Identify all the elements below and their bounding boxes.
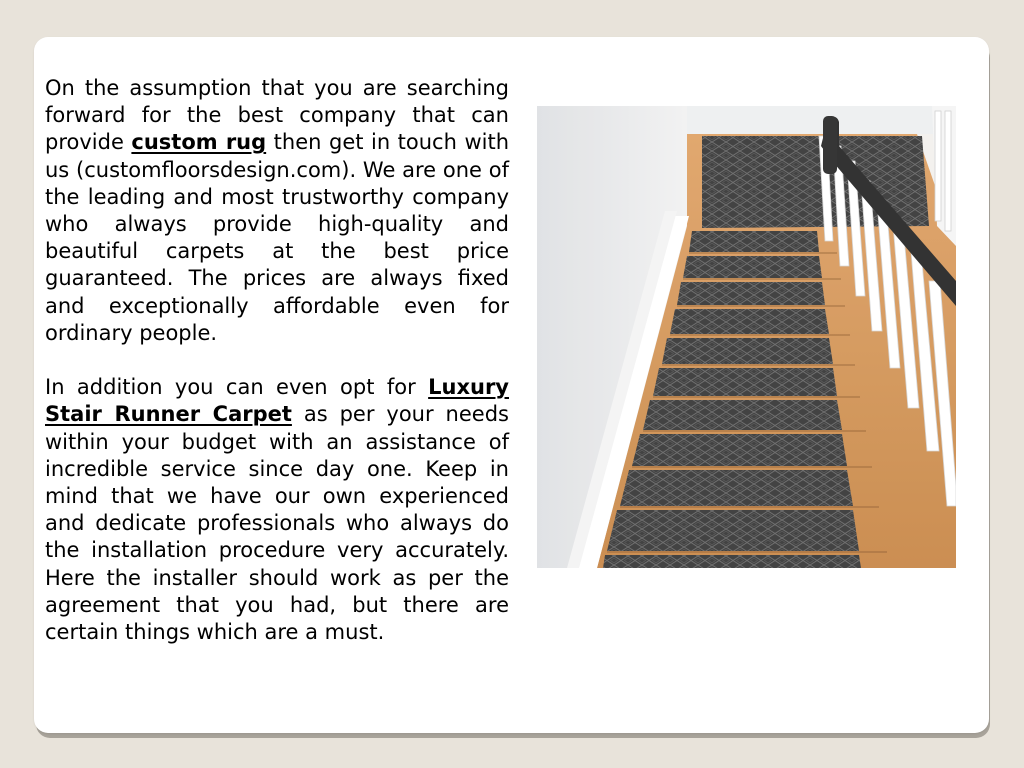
paragraph-1 [45,75,509,347]
article-text [45,75,509,673]
paragraph-2-text-start: In addition you can even opt for [45,375,429,400]
paragraph-1-text-end: then get in touch with us (customfloorsdesign.com). We are one of the leading and most trustworthy company who always provide high-quality and beautiful carpets at the best price guaranteed. The prices are always fixed and exceptionally affordable even for ordinary people. [45,130,509,345]
paragraph-2 [45,374,509,646]
custom-rug-link[interactable]: custom rug [131,130,267,155]
stair-runner-photo [537,106,956,568]
paragraph-2-text-end: as per your needs within your budget with an assistance of incredible service since day one. Keep in mind that we have our own experienced and dedicate professionals who always do the installation procedure very accurately. Here the installer should work as per the agreement that you had, but there are certain things which are a must. [45,402,509,645]
content-card [34,37,989,733]
paragraph-1-text-start: On the assumption that you are searching forward for the best company that can provide [45,76,509,155]
luxury-stair-runner-link[interactable]: Luxury Stair Runner Carpet [45,375,509,427]
